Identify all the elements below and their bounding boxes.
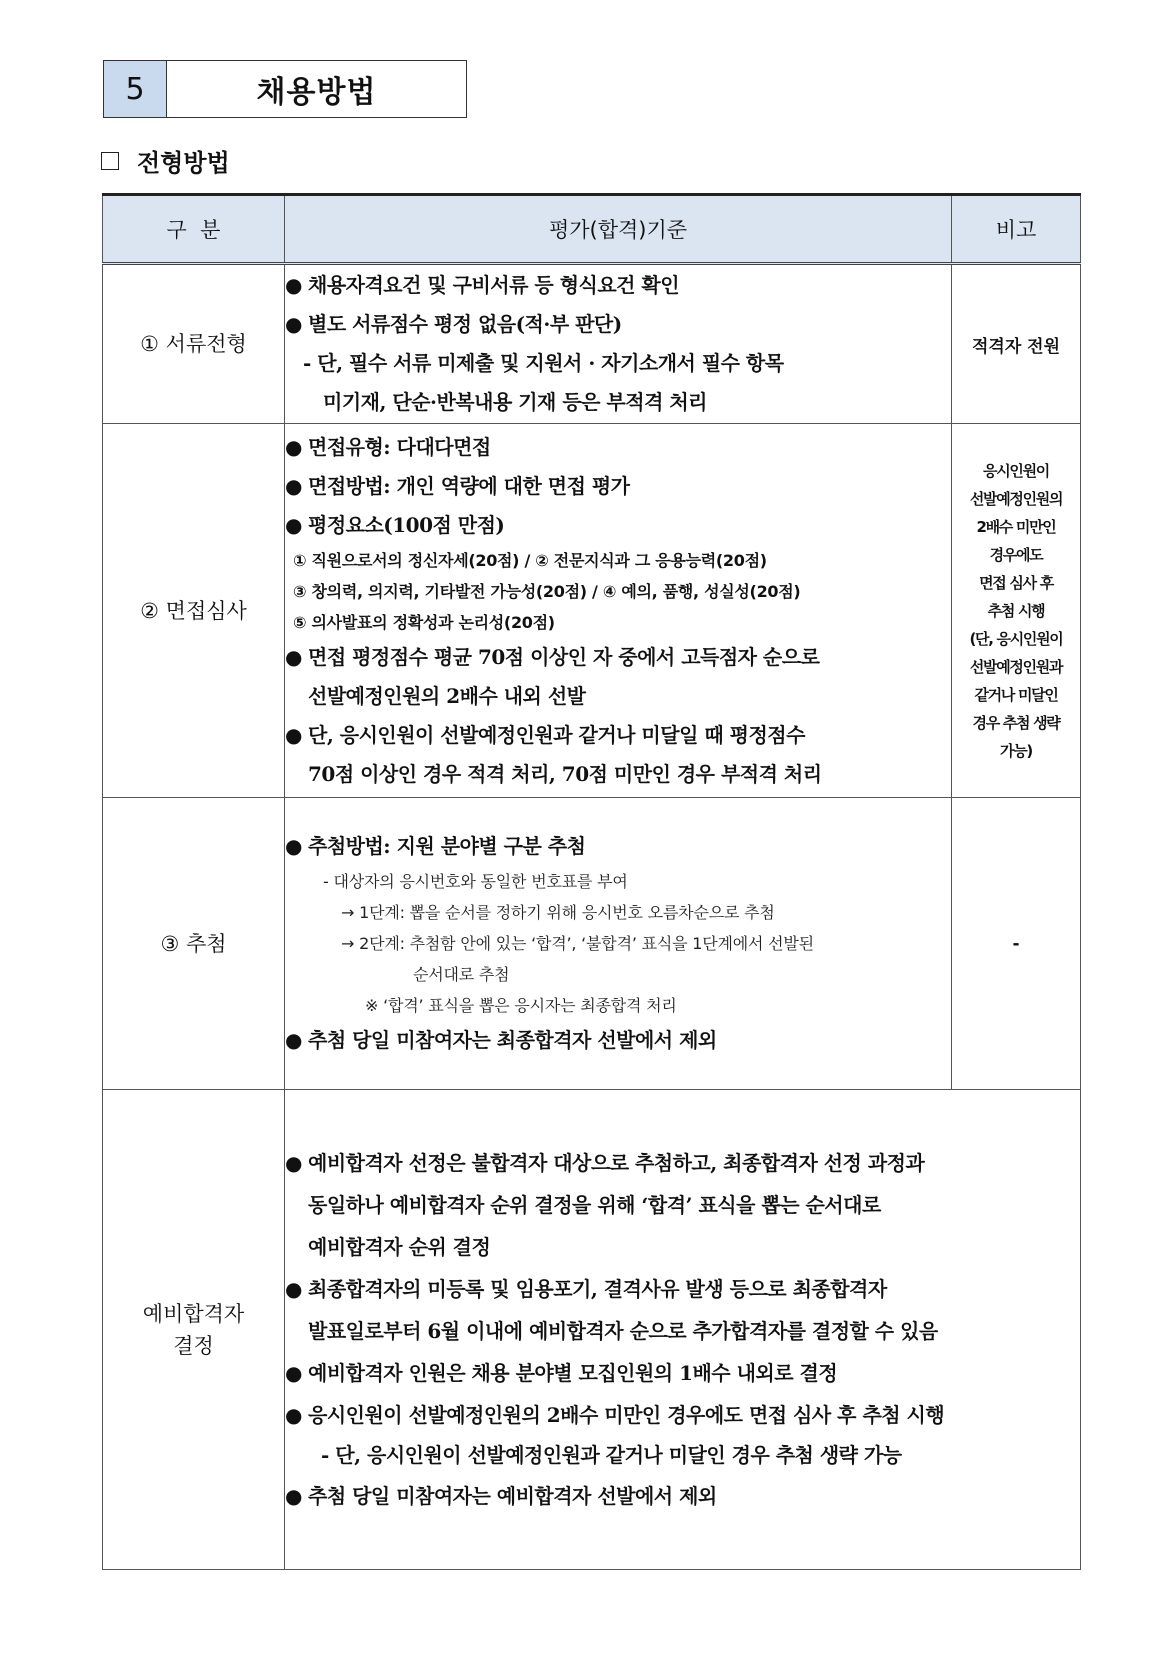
list-subitem: 미기재, 단순·반복내용 기재 등은 부적격 처리 (323, 390, 707, 414)
list-item: ● 추첨 당일 미참여자는 예비합격자 선발에서 제외 (285, 1475, 1080, 1517)
table-row (103, 264, 1081, 424)
bullet-icon: ● (285, 312, 302, 336)
list-item: ● 예비합격자 선정은 불합격자 대상으로 추첨하고, 최종합격자 선정 과정과 (285, 1142, 1080, 1184)
table-row (103, 1090, 1081, 1570)
header-category: 구 분 (103, 195, 285, 264)
list-subitem: - 단, 응시인원이 선발예정인원과 같거나 미달인 경우 추첨 생략 가능 (321, 1443, 902, 1467)
list-item: ● 예비합격자 인원은 채용 분야별 모집인원의 1배수 내외로 결정 (285, 1352, 1080, 1394)
list-item: ● 면접 평정점수 평균 70점 이상인 자 중에서 고득점자 순으로 (285, 638, 951, 677)
row-criteria (285, 798, 952, 1090)
row-category: ③ 추첨 (103, 798, 285, 1090)
list-item: ● 최종합격자의 미등록 및 임용포기, 결격사유 발생 등으로 최종합격자 (285, 1268, 1080, 1310)
list-item-continuation: 70점 이상인 경우 적격 처리, 70점 미만인 경우 부적격 처리 (308, 761, 822, 786)
bullet-icon: ● (285, 1028, 302, 1052)
row-remark: 적격자 전원 (952, 264, 1081, 424)
table-row (103, 798, 1081, 1090)
row-category: ① 서류전형 (103, 264, 285, 424)
row-remark: 응시인원이 선발예정인원의 2배수 미만인 경우에도 면접 심사 후 추첨 시행 (단, 응시인원이 선발예정인원과 같거나 미달인 경우 추첨 생략 가능) (952, 424, 1081, 798)
row-category: 예비합격자 결정 (103, 1090, 285, 1570)
row-category: ② 면접심사 (103, 424, 285, 798)
header-remark: 비고 (952, 195, 1081, 264)
bullet-icon: ● (285, 1484, 302, 1508)
list-subitem-continuation: 순서대로 추첨 (413, 965, 510, 984)
list-item-continuation: 선발예정인원의 2배수 내외 선발 (308, 683, 586, 708)
table-row (103, 424, 1081, 798)
list-item: ● 추첨 당일 미참여자는 최종합격자 선발에서 제외 (285, 1021, 951, 1060)
row-remark: - (952, 798, 1081, 1090)
header-criteria: 평가(합격)기준 (285, 195, 952, 264)
bullet-icon: ● (285, 1403, 302, 1427)
list-item: ● 채용자격요건 및 구비서류 등 형식요건 확인 (285, 266, 951, 305)
list-subitem: → 2단계: 추첨함 안에 있는 ‘합격’, ‘불합격’ 표식을 1단계에서 선발된 (341, 934, 814, 953)
list-item-continuation: 발표일로부터 6월 이내에 예비합격자 순으로 추가합격자를 결정할 수 있음 (308, 1319, 938, 1343)
bullet-icon: ● (285, 473, 302, 498)
bullet-icon: ● (285, 834, 302, 858)
list-item: ● 추첨방법: 지원 분야별 구분 추첨 (285, 827, 951, 866)
list-item-continuation: 예비합격자 순위 결정 (308, 1235, 491, 1259)
bullet-icon: ● (285, 644, 302, 669)
list-item-continuation: 동일하나 예비합격자 순위 결정을 위해 ‘합격’ 표식을 뽑는 순서대로 (308, 1193, 881, 1217)
list-item: ● 면접유형: 다대다면접 (285, 428, 951, 467)
bullet-icon: ● (285, 512, 302, 537)
footnote: ※ ‘합격’ 표식을 뽑은 응시자는 최종합격 처리 (365, 996, 677, 1015)
section-number: 5 (104, 61, 167, 117)
list-subitem: → 1단계: 뽑을 순서를 정하기 위해 응시번호 오름차순으로 추첨 (341, 903, 775, 922)
list-item: ● 면접방법: 개인 역량에 대한 면접 평가 (285, 467, 951, 506)
list-subitem: - 단, 필수 서류 미제출 및 지원서 · 자기소개서 필수 항목 (303, 351, 784, 375)
bullet-icon: ● (285, 434, 302, 459)
list-item: ● 단, 응시인원이 선발예정인원과 같거나 미달일 때 평정점수 (285, 716, 951, 755)
row-criteria (285, 1090, 1081, 1570)
bullet-icon: ● (285, 722, 302, 747)
checkbox-icon (101, 152, 119, 170)
list-subitem: - 대상자의 응시번호와 동일한 번호표를 부여 (323, 872, 628, 891)
row-criteria (285, 424, 952, 798)
bullet-icon: ● (285, 1361, 302, 1385)
row-criteria (285, 264, 952, 424)
list-item: ● 응시인원이 선발예정인원의 2배수 미만인 경우에도 면접 심사 후 추첨 시행 (285, 1394, 1080, 1436)
selection-method-table (102, 193, 1081, 1570)
list-subitem: ③ 창의력, 의지력, 기타발전 가능성(20점) / ④ 예의, 품행, 성실성(20점) (293, 581, 801, 601)
list-subitem: ⑤ 의사발표의 정확성과 논리성(20점) (293, 612, 555, 632)
section-header (103, 60, 467, 118)
subsection-title: 전형방법 (137, 148, 230, 177)
list-item: ● 별도 서류점수 평정 없음(적·부 판단) (285, 305, 951, 344)
section-title: 채용방법 (256, 75, 377, 110)
table-header-row (103, 195, 1081, 264)
list-subitem: ① 직원으로서의 정신자세(20점) / ② 전문지식과 그 응용능력(20점) (293, 550, 767, 570)
subsection-heading (101, 143, 230, 178)
bullet-icon: ● (285, 1151, 302, 1175)
bullet-icon: ● (285, 1277, 302, 1301)
list-item: ● 평정요소(100점 만점) (285, 506, 951, 545)
bullet-icon: ● (285, 273, 302, 297)
